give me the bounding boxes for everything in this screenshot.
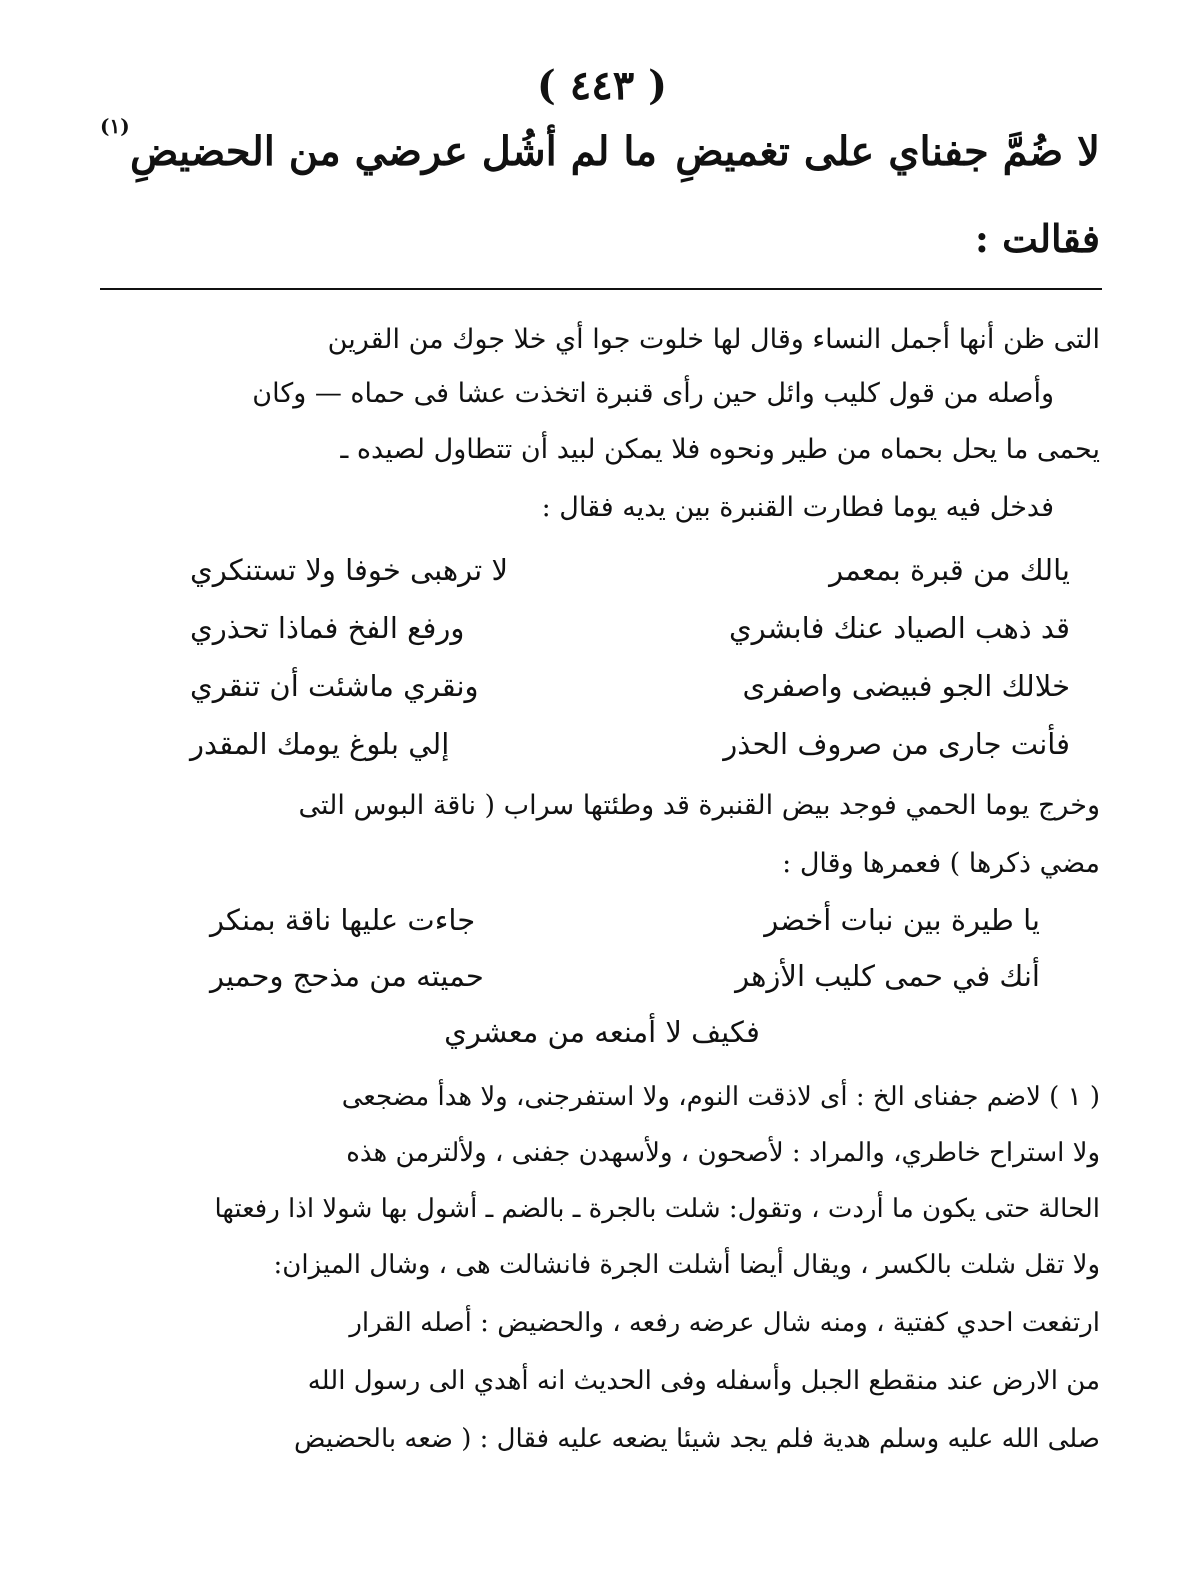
verse-hemistich-second: ورفع الفخ فماذا تحذري (190, 611, 465, 645)
header-verse-hemistich-2: ما لم أشُل عرضي من الحضيضِ (130, 128, 657, 175)
footnote-line: الحالة حتى يكون ما أردت ، وتقول: شلت بالجرة ـ بالضم ـ أشول بها شولا اذا رفعتها (214, 1194, 1100, 1224)
verse-hemistich-second: حميته من مذحج وحمير (210, 959, 484, 993)
prose-line: فدخل فيه يوما فطارت القنبرة بين يديه فقال : (541, 492, 1054, 523)
horizontal-rule (100, 288, 1102, 290)
header-verse-hemistich-1: لا ضُمَّ جفناي على تغميضِ (675, 128, 1100, 175)
poem-final-line: فكيف لا أمنعه من معشري (444, 1015, 760, 1049)
verse-hemistich-second: إلي بلوغ يومك المقدر (190, 727, 450, 761)
verse-hemistich-first: يا طيرة بين نبات أخضر (764, 903, 1040, 937)
verse-hemistich-first: أنك في حمى كليب الأزهر (735, 959, 1040, 993)
verse-hemistich-second: ونقري ماشئت أن تنقري (190, 669, 479, 703)
verse-hemistich-first: يالك من قبرة بمعمر (829, 553, 1070, 587)
footnote-line: ولا تقل شلت بالكسر ، ويقال أيضا أشلت الجرة فانشالت هى ، وشال الميزان: (273, 1250, 1100, 1280)
footnote-line: من الارض عند منقطع الجبل وأسفله وفى الحديث انه أهدي الى رسول الله (307, 1366, 1100, 1396)
prose-line: مضي ذكرها ) فعمرها وقال : (782, 848, 1100, 879)
prose-line: التى ظن أنها أجمل النساء وقال لها خلوت جوا أي خلا جوك من القرين (327, 324, 1100, 355)
footnote-reference-marker: (١) (100, 114, 130, 138)
verse-hemistich-second: جاءت عليها ناقة بمنكر (210, 903, 476, 937)
verse-hemistich-second: لا ترهبى خوفا ولا تستنكري (190, 553, 509, 587)
intro-line: فقالت : (974, 216, 1100, 261)
verse-hemistich-first: خلالك الجو فبيضى واصفرى (742, 669, 1070, 703)
footnote-line: صلى الله عليه وسلم هدية فلم يجد شيئا يضعه عليه فقال : ( ضعه بالحضيض (294, 1424, 1100, 1454)
prose-line: وأصله من قول كليب وائل حين رأى قنبرة اتخذت عشا فى حماه — وكان (252, 378, 1054, 409)
prose-line: يحمى ما يحل بحماه من طير ونحوه فلا يمكن لبيد أن تتطاول لصيده ـ (340, 434, 1100, 465)
header-verse (100, 114, 1100, 194)
footnote-line: ارتفعت احدي كفتية ، ومنه شال عرضه رفعه ، والحضيض : أصله القرار (349, 1308, 1100, 1338)
verse-hemistich-first: فأنت جارى من صروف الحذر (723, 727, 1070, 761)
footnote-line: ولا استراح خاطري، والمراد : لأصحون ، ولأسهدن جفنى ، ولألترمن هذه (346, 1138, 1100, 1168)
page-number: ( ٤٤٣ ) (536, 62, 668, 109)
footnote-line: ( ١ ) لاضم جفناى الخ : أى لاذقت النوم، ولا استفرجنى، ولا هدأ مضجعى (341, 1082, 1100, 1112)
verse-hemistich-first: قد ذهب الصياد عنك فابشري (728, 611, 1070, 645)
prose-line: وخرج يوما الحمي فوجد بيض القنبرة قد وطئتها سراب ( ناقة البوس التى (298, 790, 1100, 821)
